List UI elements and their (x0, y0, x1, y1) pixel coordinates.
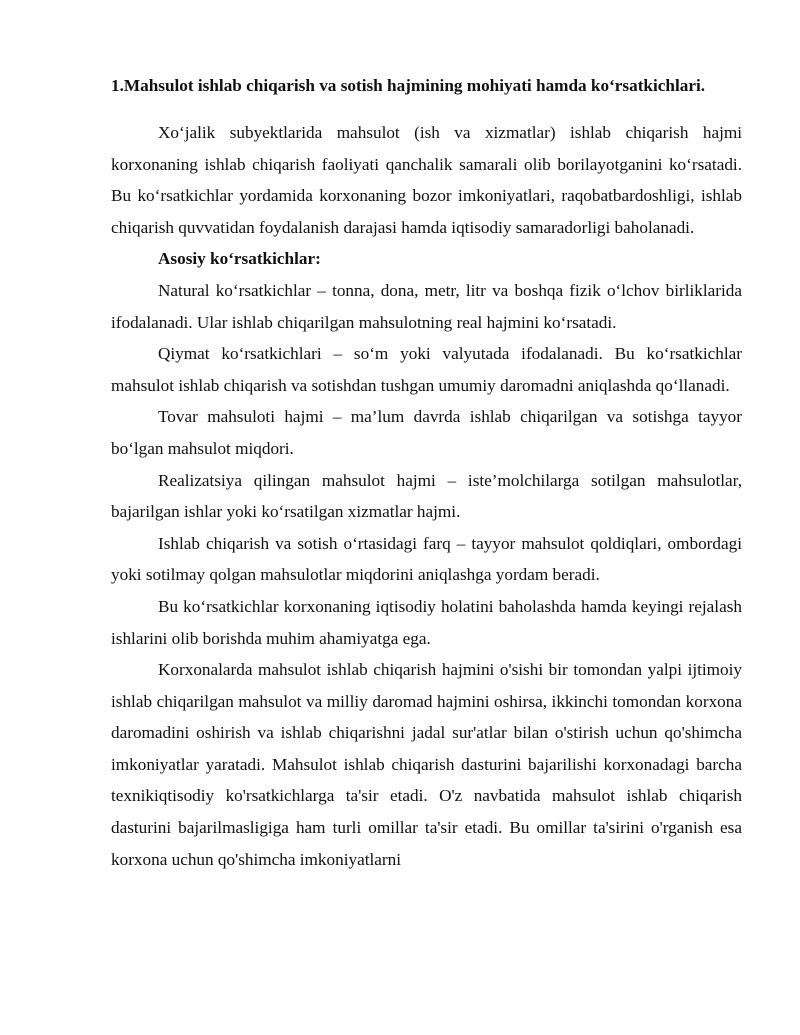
indicator-commodity-volume: Tovar mahsuloti hajmi – ma’lum davrda ishlab chiqarilgan va sotishga tayyor bo‘lgan mahsulot miqdori. (111, 407, 742, 458)
final-paragraph: Korxonalarda mahsulot ishlab chiqarish hajmini o'sishi bir tomondan yalpi ijtimoiy ishlab chiqarilgan mahsulot va milliy daromad hajmini oshirsa, ikkinchi tomondan korxona daromadini oshirish va ishlab chiqarishni jadal sur'atlar bilan o'stirish uchun qo'shimcha imkoniyatlar yaratadi. Mahsulot ishlab chiqarish dasturini bajarilishi korxonadagi barcha texnikiqtisodiy ko'rsatkichlarga ta'sir etadi. O'z navbatida mahsulot ishlab chiqarish dasturini bajarilmasligiga ham turli omillar ta'sir etadi. Bu omillar ta'sirini o'rganish esa korxona uchun qo'shimcha imkoniyatlarni (111, 660, 742, 869)
indicator-natural: Natural ko‘rsatkichlar – tonna, dona, metr, litr va boshqa fizik o‘lchov birliklarida ifodalanadi. Ular ishlab chiqarilgan mahsulotning real hajmini ko‘rsatadi. (111, 280, 742, 332)
conclusion-paragraph: Bu ko‘rsatkichlar korxonaning iqtisodiy holatini baholashda hamda keyingi rejalash ishlarini olib borishda muhim ahamiyatga ega. (111, 596, 742, 648)
indicator-production-sales-difference: Ishlab chiqarish va sotish o‘rtasidagi farq – tayyor mahsulot qoldiqlari, ombordagi yoki sotilmay qolgan mahsulotlar miqdorini aniqlashga yordam beradi. (111, 533, 742, 585)
intro-paragraph: Xo‘jalik subyektlarida mahsulot (ish va xizmatlar) ishlab chiqarish hajmi korxonaning ishlab chiqarish faoliyati qanchalik samarali olib borilayotganini ko‘rsatadi. Bu ko‘rsatkichlar yordamida korxonaning bozor imkoniyatlari, raqobatbardoshligi, ishlab chiqarish quvvatidan foydalanish darajasi hamda iqtisodiy samaradorligi baholanadi. (111, 123, 742, 237)
section-heading: 1.Mahsulot ishlab chiqarish va sotish hajmining mohiyati hamda ko‘rsatkichlari. (111, 76, 706, 95)
indicators-subheading: Asosiy ko‘rsatkichlar: (158, 249, 321, 269)
indicator-realized-volume: Realizatsiya qilingan mahsulot hajmi – iste’molchilarga sotilgan mahsulotlar, bajarilgan ishlar yoki ko‘rsatilgan xizmatlar hajmi. (111, 470, 742, 522)
document-page (111, 72, 742, 875)
indicator-value: Qiymat ko‘rsatkichlari – so‘m yoki valyutada ifodalanadi. Bu ko‘rsatkichlar mahsulot ishlab chiqarish va sotishdan tushgan umumiy daromadni aniqlashda qo‘llanadi. (111, 344, 742, 395)
